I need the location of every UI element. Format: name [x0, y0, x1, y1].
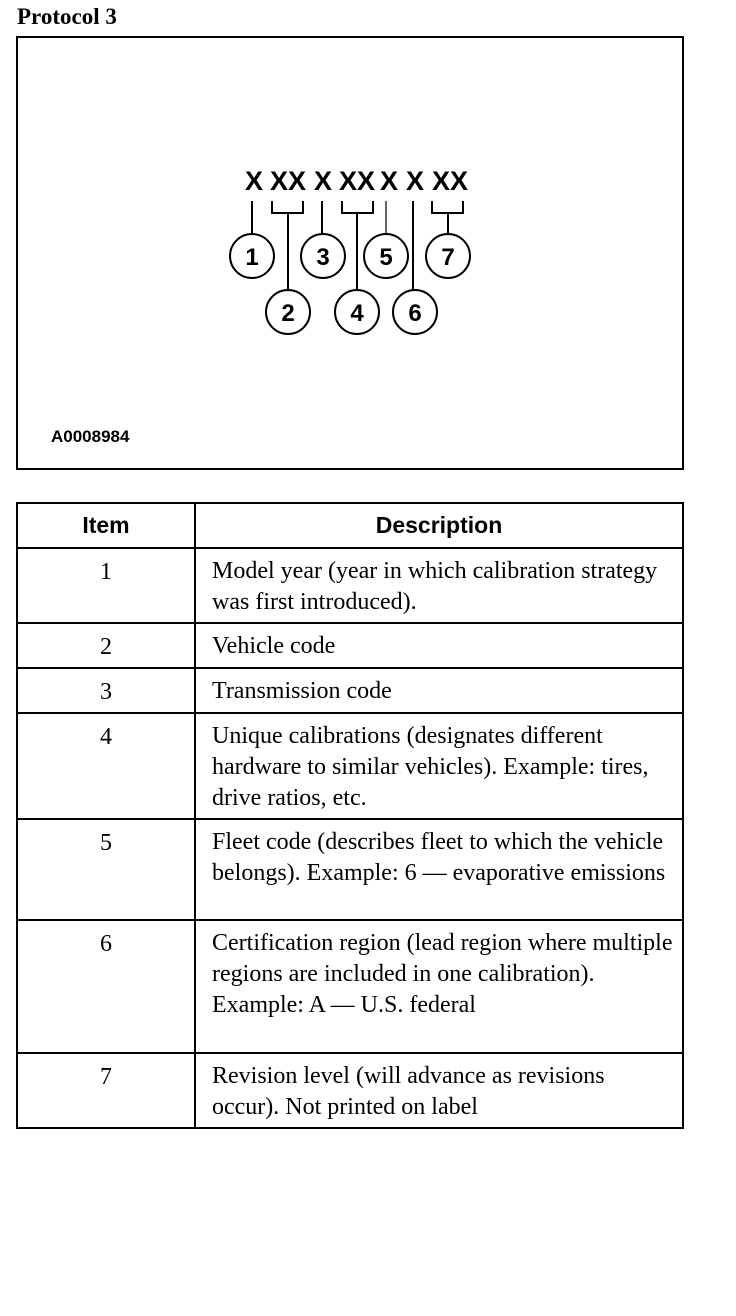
callout-7: 7 — [441, 244, 455, 271]
table-row — [17, 920, 683, 1053]
code-char-3: X — [313, 166, 333, 196]
bracket-7 — [432, 201, 463, 213]
callout-6: 6 — [408, 300, 422, 327]
item-description: Transmission code — [195, 668, 683, 713]
item-number: 6 — [17, 920, 195, 1053]
code-char-1: X — [244, 166, 264, 196]
code-char-2: XX — [269, 166, 307, 196]
callout-4: 4 — [350, 300, 364, 327]
table-row — [17, 668, 683, 713]
code-char-7: XX — [431, 166, 469, 196]
table-header-row — [17, 503, 683, 548]
diagram-canvas — [18, 38, 682, 468]
item-number: 3 — [17, 668, 195, 713]
item-description: Model year (year in which calibration strategy was first introduced). — [195, 548, 683, 623]
item-description: Fleet code (describes fleet to which the vehicle belongs). Example: 6 — evaporative emissions — [195, 819, 683, 920]
figure-id: A0008984 — [51, 427, 130, 446]
calibration-code-diagram — [16, 36, 684, 470]
code-char-6: X — [405, 166, 425, 196]
callout-3: 3 — [316, 244, 330, 271]
item-number: 4 — [17, 713, 195, 819]
page-title: Protocol 3 — [17, 4, 117, 29]
legend-table — [16, 502, 684, 1129]
item-number: 1 — [17, 548, 195, 623]
item-description: Revision level (will advance as revisions occur). Not printed on label — [195, 1053, 683, 1128]
item-number: 2 — [17, 623, 195, 668]
bracket-2 — [272, 201, 303, 213]
item-number: 5 — [17, 819, 195, 920]
code-char-4: XX — [338, 166, 376, 196]
header-item: Item — [17, 503, 195, 548]
callout-2: 2 — [281, 300, 295, 327]
callout-1: 1 — [245, 244, 259, 271]
table-row — [17, 623, 683, 668]
item-description: Vehicle code — [195, 623, 683, 668]
code-char-5: X — [379, 166, 399, 196]
item-number: 7 — [17, 1053, 195, 1128]
item-description: Certification region (lead region where multiple regions are included in one calibration). Example: A — U.S. federal — [195, 920, 683, 1053]
table-row — [17, 819, 683, 920]
table-row — [17, 548, 683, 623]
callout-5: 5 — [379, 244, 393, 271]
item-description: Unique calibrations (designates different hardware to similar vehicles). Example: tires, drive ratios, etc. — [195, 713, 683, 819]
bracket-4 — [342, 201, 373, 213]
header-description: Description — [195, 503, 683, 548]
table-row — [17, 713, 683, 819]
table-row — [17, 1053, 683, 1128]
